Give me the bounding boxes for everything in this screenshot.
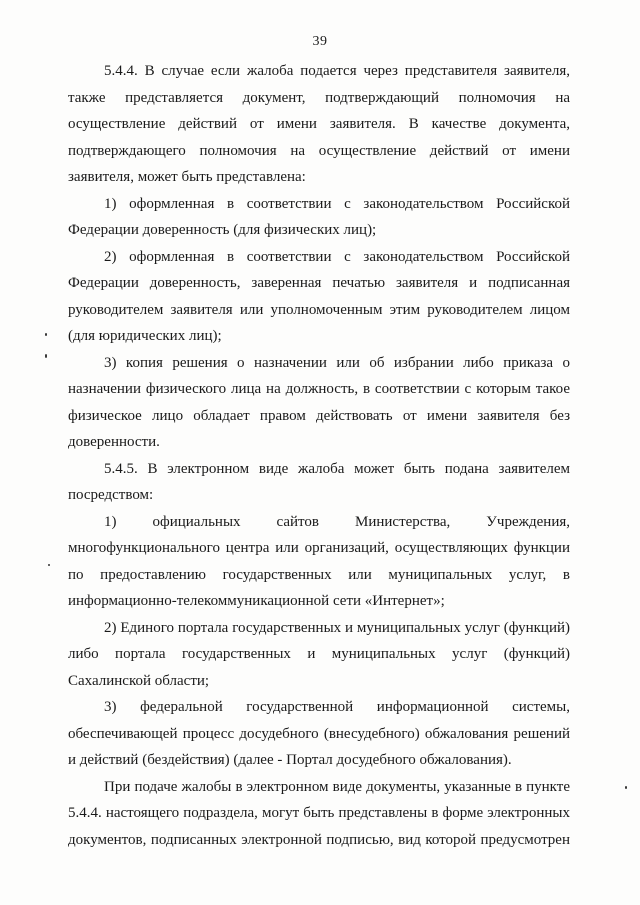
scan-speck — [48, 564, 50, 566]
paragraph-item-2-legal-entities: 2) оформленная в соответствии с законодательством Российской Федерации доверенность, заверенная печатью заявителя и подписанная руководителем заявителя или уполномоченным этим руководителем лицом (для юридических лиц); — [68, 248, 570, 344]
scan-speck — [625, 786, 627, 789]
paragraph-item-1-individuals: 1) оформленная в соответствии с законодательством Российской Федерации доверенность (для физических лиц); — [68, 195, 570, 238]
paragraph-electronic-submission: При подаче жалобы в электронном виде документы, указанные в пункте 5.4.4. настоящего подраздела, могут быть представлены в форме электронных документов, подписанных электронной подписью, вид которой предусмотрен — [68, 778, 570, 848]
scan-speck — [45, 354, 47, 358]
scan-speck — [45, 333, 47, 336]
paragraph-item-3-copy-of-decision: 3) копия решения о назначении или об избрании либо приказа о назначении физического лица на должность, в соответствии с которым такое физическое лицо обладает правом действовать от имени заявителя без доверенности. — [68, 354, 570, 450]
paragraph-electronic-item-3: 3) федеральной государственной информационной системы, обеспечивающей процесс досудебного (внесудебного) обжалования решений и действий (бездействия) (далее - Портал досудебного обжалования). — [68, 699, 570, 768]
paragraph-electronic-item-1: 1) официальных сайтов Министерства, Учреждения, многофункционального центра или организаций, осуществляющих функции по предоставлению государственных или муниципальных услуг, в информационно-телекоммуникационной сети «Интернет»; — [68, 513, 570, 609]
paragraph-electronic-item-2: 2) Единого портала государственных и муниципальных услуг (функций) либо портала государственных и муниципальных услуг (функций) Сахалинской области; — [68, 619, 570, 689]
paragraph-5-4-5: 5.4.5. В электронном виде жалоба может быть подана заявителем посредством: — [68, 460, 570, 503]
paragraph-5-4-4: 5.4.4. В случае если жалоба подается через представителя заявителя, также представляется документ, подтверждающий полномочия на осуществление действий от имени заявителя. В качестве документа, подтверждающего полномочия на осуществление действий от имени заявителя, может быть представлена: — [68, 63, 570, 185]
page-number: 39 — [312, 34, 328, 49]
document-body — [68, 58, 570, 853]
